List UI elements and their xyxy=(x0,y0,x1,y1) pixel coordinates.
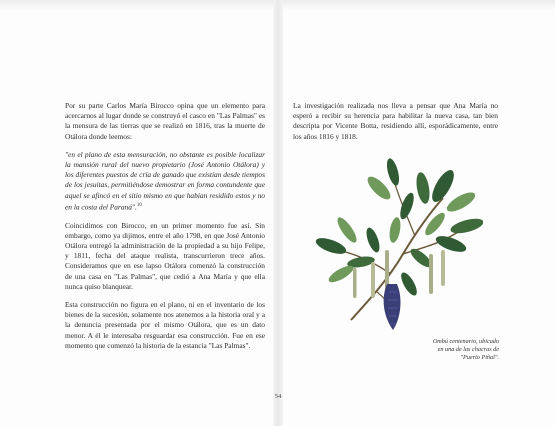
fruit-cluster xyxy=(384,284,401,330)
page-number: 54 xyxy=(274,393,282,400)
left-paragraph-2: Coincidimos con Birocco, en un primer momento fue así. Sin embargo, como ya dijimos, entre el año 1798, en que José Antonio Otálora entregó la administración de la propiedad a su hijo Felipe, y 1811, fecha del ataque realista, transcurrieron trece años. Consideramos que en ese lapso Otálora comenzó la construcción de una casa en "Las Palmas", que cedió a Ana María y que ella nunca quiso blanquear. xyxy=(65,220,265,291)
illustration-caption xyxy=(395,338,499,362)
right-page-text xyxy=(293,101,498,150)
left-quote-text: "en el plano de esta mensuración, no obstante es posible localizar la mansión rural del nuevo propietario (José Antonio Otálora) y los diferentes puestos de cría de ganado que existían desde tiempos de los jesuitas, permitiéndose demostrar en forma contundente que aquel se afincó en el sitio mismo en que habían residido estos y no en la costa del Paraná". xyxy=(65,149,265,212)
caption-line-3: "Puerto Piñal". xyxy=(460,354,499,361)
footnote-ref: 10 xyxy=(136,202,142,208)
left-quote xyxy=(65,150,265,213)
left-paragraph-1: Por su parte Carlos María Birocco opina que un elemento para acercarnos al lugar donde se construyó el casco en "Las Palmas" es la mensura de las tierras que se realizó en 1816, tras la muerte de Otálora donde leemos: xyxy=(65,101,265,141)
caption-line-1: Ombú centenario, ubicado xyxy=(432,338,499,345)
ombu-tree-illustration xyxy=(311,158,483,333)
caption-line-2: en una de las chacras de xyxy=(437,346,499,353)
left-paragraph-3: Esta construcción no figura en el plano, ni en el inventario de los bienes de la sucesión, solamente nos atenemos a la historia oral y a la denuncia presentada por el mismo Otálora, que es un dato menor. A él le interesaba resguardar esa construcción. Fue en ese momento que comenzó la historia de la estancia "Las Palmas". xyxy=(65,299,265,350)
right-paragraph-1: La investigación realizada nos lleva a pensar que Ana María no esperó a recibir su herencia para habilitar la nueva casa, tan bien descripta por Vicente Botta, residiendo allí, esporádicamente, entre los años 1816 y 1818. xyxy=(293,101,498,141)
book-gutter xyxy=(273,0,283,426)
left-page-text xyxy=(65,101,265,359)
leaves xyxy=(314,158,483,298)
